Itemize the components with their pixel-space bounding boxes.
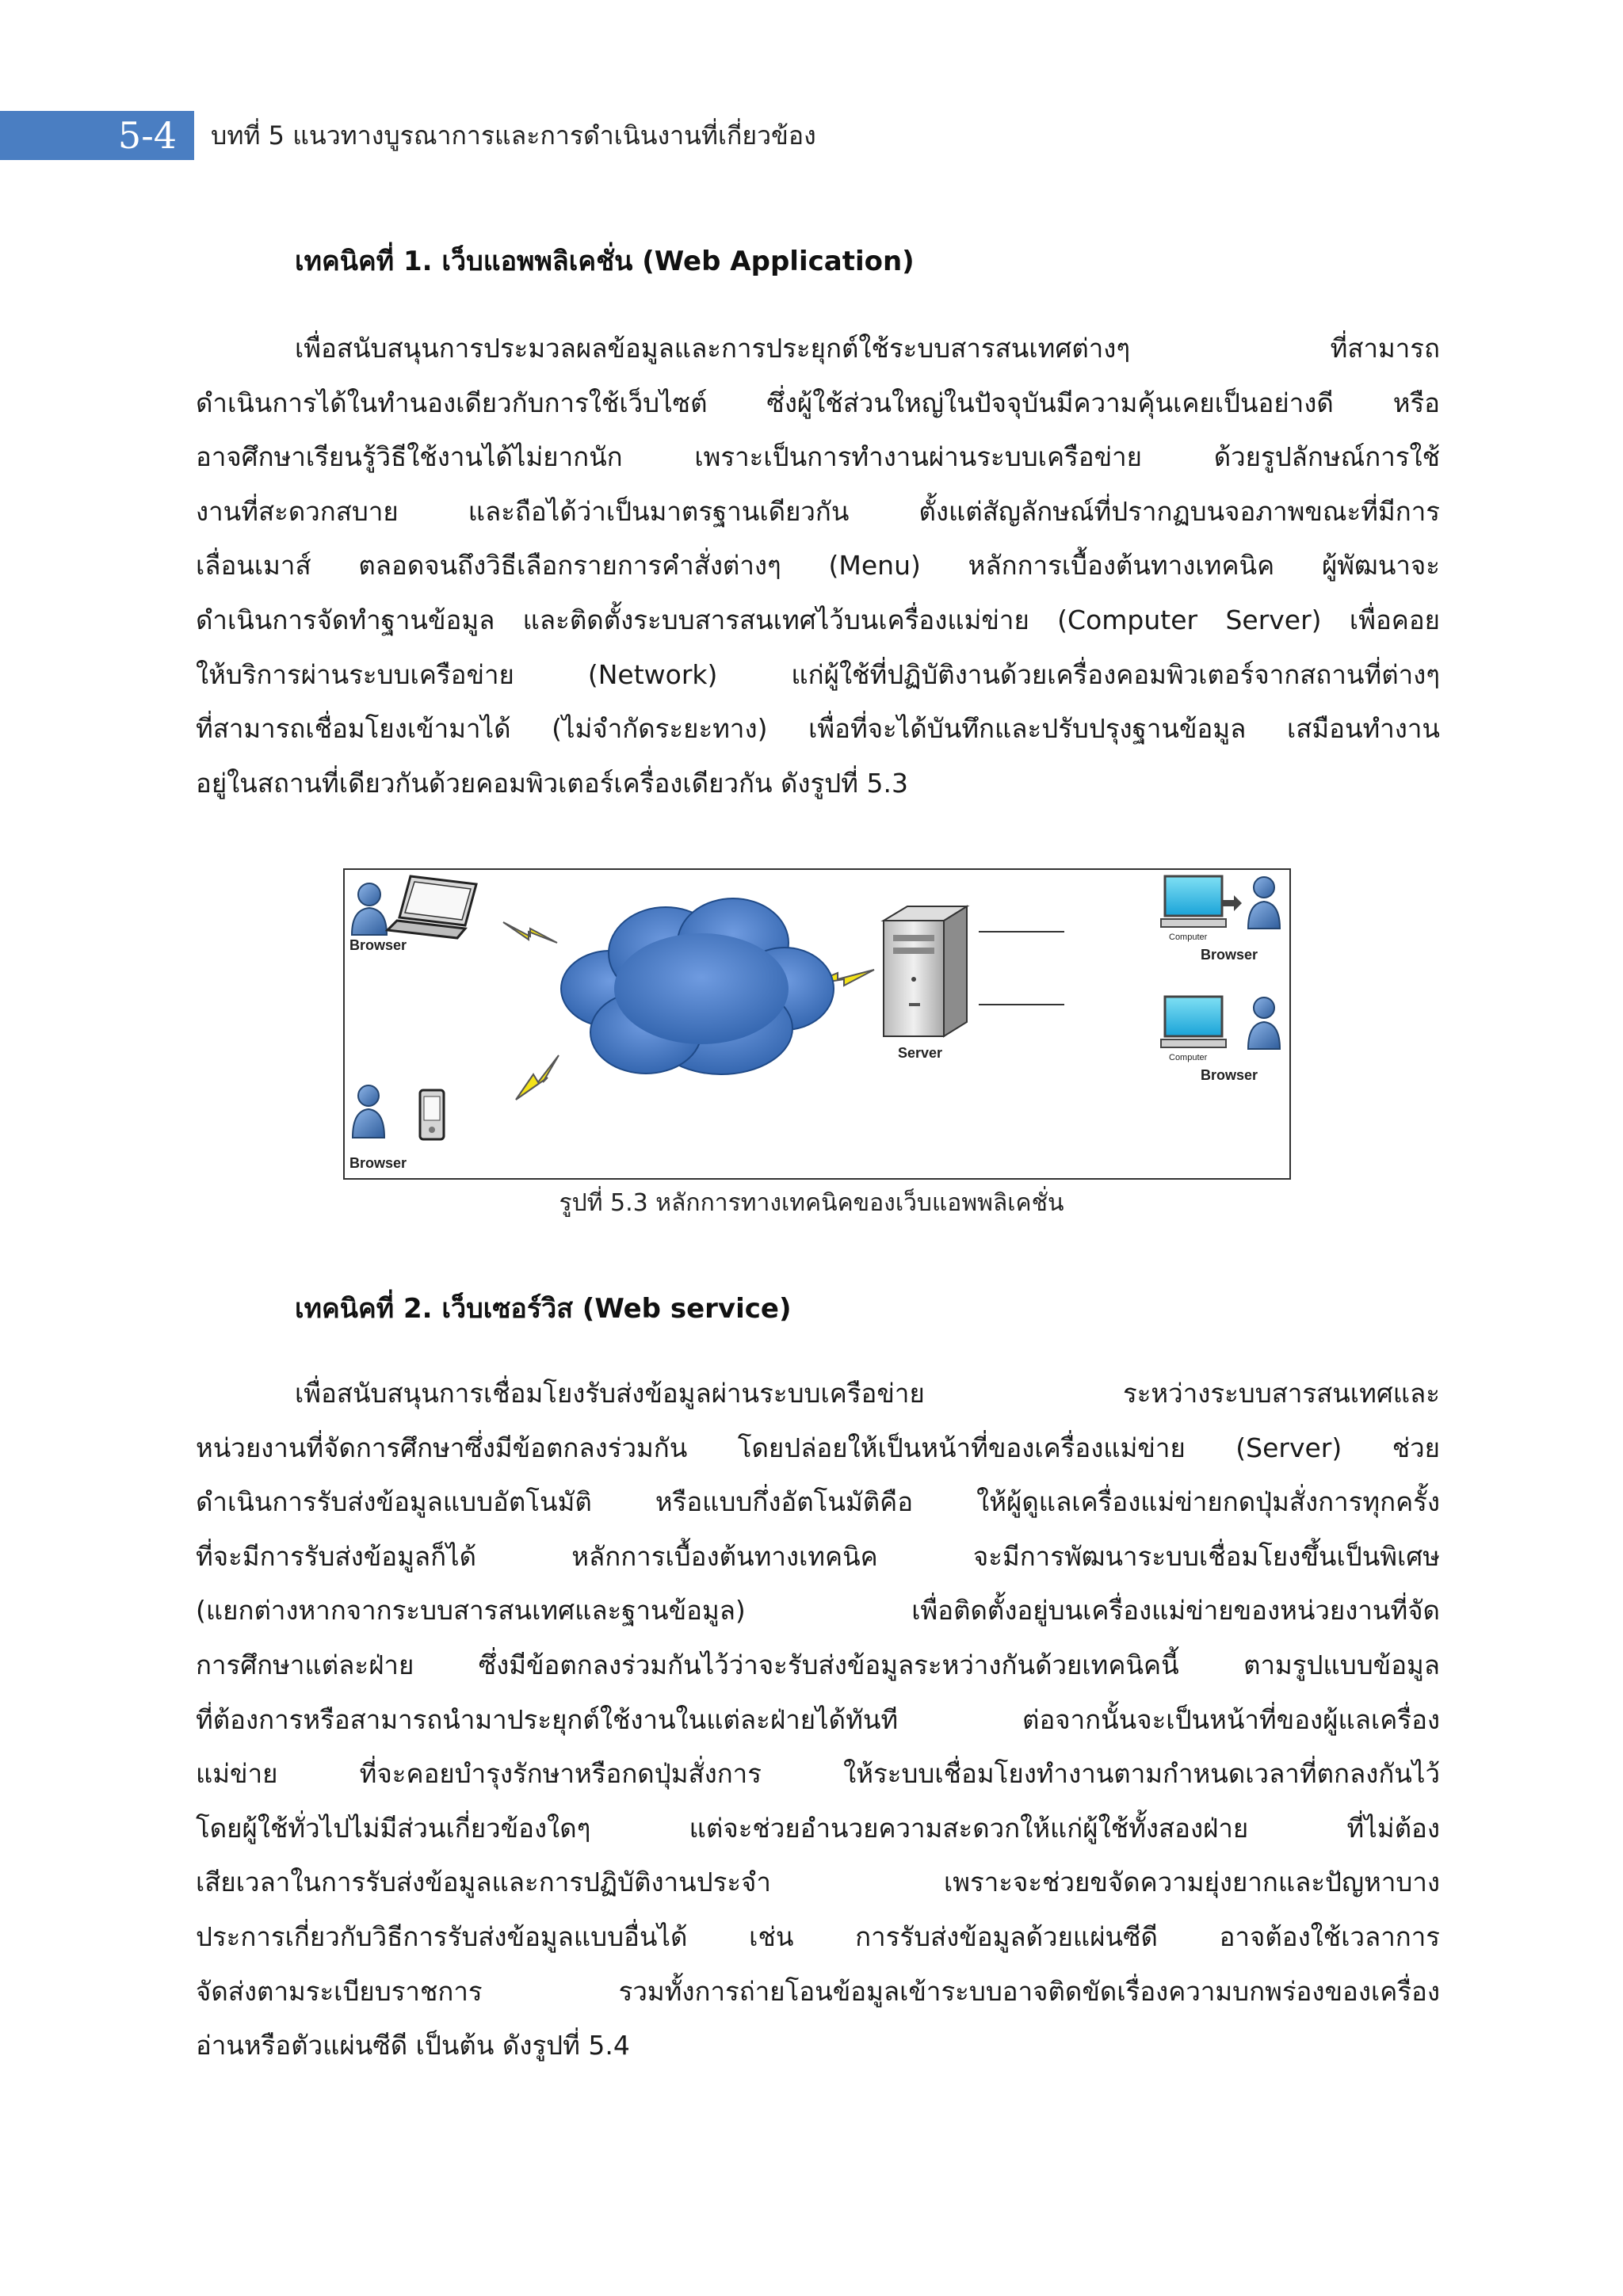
section-1-paragraph [196, 322, 1440, 810]
paragraph-line: จัดส่งตามระเบียบราชการ รวมทั้งการถ่ายโอนข้อมูลเข้าระบบอาจติดขัดเรื่องความบกพร่องของเครื่อง [196, 1975, 1440, 2007]
paragraph-line: หน่วยงานที่จัดการศึกษาซึ่งมีข้อตกลงร่วมกัน โดยปล่อยให้เป็นหน้าที่ของเครื่องแม่ข่าย (Server) ช่วย [196, 1432, 1440, 1463]
paragraph-line: การศึกษาแต่ละฝ่าย ซึ่งมีข้อตกลงร่วมกันไว้ว่าจะรับส่งข้อมูลระหว่างกันด้วยเทคนิคนี้ ตามรูปแบบข้อมูล [196, 1649, 1440, 1680]
web-application-diagram [343, 868, 1291, 1180]
paragraph-line: แม่ข่าย ที่จะคอยบำรุงรักษาหรือกดปุ่มสั่งการ ให้ระบบเชื่อมโยงทำงานตามกำหนดเวลาที่ตกลงกันไว้ [196, 1758, 1440, 1790]
page-number: 5-4 [0, 111, 194, 160]
paragraph-line: อยู่ในสถานที่เดียวกันด้วยคอมพิวเตอร์เครื่องเดียวกัน ดังรูปที่ 5.3 [196, 767, 908, 799]
person-icon [1248, 997, 1280, 1049]
laptop-icon [388, 876, 476, 938]
paragraph-line: ประการเกี่ยวกับวิธีการรับส่งข้อมูลแบบอื่นได้ เช่น การรับส่งข้อมูลด้วยแผ่นซีดี อาจต้องใช้เวลาการ [196, 1920, 1440, 1952]
computer-label: Computer [1169, 1053, 1208, 1062]
paragraph-line: ให้บริการผ่านระบบเครือข่าย (Network) แก่ผู้ใช้ที่ปฏิบัติงานด้วยเครื่องคอมพิวเตอร์จากสถานที่ต่างๆ [196, 658, 1440, 690]
computer-label: Computer [1169, 933, 1208, 942]
paragraph-line: อ่านหรือตัวแผ่นซีดี เป็นต้น ดังรูปที่ 5.4 [196, 2030, 630, 2061]
section-1-heading: เทคนิคที่ 1. เว็บแอพพลิเคชั่น (Web Application) [295, 246, 915, 277]
browser-label: Browser [1201, 1067, 1258, 1083]
paragraph-line: ที่ต้องการหรือสามารถนำมาประยุกต์ใช้งานในแต่ละฝ่ายได้ทันที ต่อจากนั้นจะเป็นหน้าที่ของผู้แลเครื่อง [196, 1703, 1440, 1735]
paragraph-line: ดำเนินการจัดทำฐานข้อมูล และติดตั้งระบบสารสนเทศไว้บนเครื่องแม่ข่าย (Computer Server) เพื่อคอย [196, 604, 1440, 635]
paragraph-line: เพื่อสนับสนุนการเชื่อมโยงรับส่งข้อมูลผ่านระบบเครือข่าย ระหว่างระบบสารสนเทศและ [295, 1378, 1440, 1409]
paragraph-line: งานที่สะดวกสบาย และถือได้ว่าเป็นมาตรฐานเดียวกัน ตั้งแต่สัญลักษณ์ที่ปรากฏบนจอภาพขณะที่มีการ [196, 495, 1440, 527]
paragraph-line: ที่สามารถเชื่อมโยงเข้ามาได้ (ไม่จำกัดระยะทาง) เพื่อที่จะได้บันทึกและปรับปรุงฐานข้อมูล เสมือนทำงาน [196, 713, 1440, 745]
computer-icon [1161, 997, 1226, 1047]
person-icon [353, 1085, 384, 1138]
chapter-title: บทที่ 5 แนวทางบูรณาการและการดำเนินงานที่เกี่ยวข้อง [211, 120, 816, 151]
figure-caption: รูปที่ 5.3 หลักการทางเทคนิคของเว็บแอพพลิเคชั่น [559, 1189, 1064, 1217]
section-2-paragraph [196, 1367, 1440, 2073]
paragraph-line: (แยกต่างหากจากระบบสารสนเทศและฐานข้อมูล) เพื่อติดตั้งอยู่บนเครื่องแม่ข่ายของหน่วยงานที่จัด [196, 1595, 1440, 1627]
internet-cloud [561, 898, 834, 1074]
paragraph-line: ที่จะมีการรับส่งข้อมูลก็ได้ หลักการเบื้องต้นทางเทคนิค จะมีการพัฒนาระบบเชื่อมโยงขึ้นเป็นพิเศษ [196, 1540, 1440, 1572]
paragraph-line: เพื่อสนับสนุนการประมวลผลข้อมูลและการประยุกต์ใช้ระบบสารสนเทศต่างๆ ที่สามารถ [295, 333, 1440, 364]
paragraph-line: เลื่อนเมาส์ ตลอดจนถึงวิธีเลือกรายการคำสั่งต่างๆ (Menu) หลักการเบื้องต้นทางเทคนิค ผู้พัฒนาจะ [196, 550, 1440, 582]
server-label: Server [898, 1045, 943, 1061]
lightning-bolt-icon [516, 1055, 559, 1100]
server-icon [884, 906, 967, 1036]
mobile-phone-icon [420, 1090, 444, 1139]
section-2-heading: เทคนิคที่ 2. เว็บเซอร์วิส (Web service) [295, 1293, 792, 1325]
browser-label: Browser [1201, 947, 1258, 963]
lightning-bolt-icon [503, 922, 557, 943]
paragraph-line: ดำเนินการรับส่งข้อมูลแบบอัตโนมัติ หรือแบบกึ่งอัตโนมัติคือ ให้ผู้ดูแลเครื่องแม่ข่ายกดปุ่มสั่งการทุกครั้ง [196, 1486, 1440, 1518]
browser-label: Browser [349, 937, 407, 953]
page-header [0, 111, 1623, 160]
paragraph-line: ดำเนินการได้ในทำนองเดียวกับการใช้เว็บไซต์ ซึ่งผู้ใช้ส่วนใหญ่ในปัจจุบันมีความคุ้นเคยเป็นอย่างดี หรือ [196, 387, 1440, 418]
paragraph-line: โดยผู้ใช้ทั่วไปไม่มีส่วนเกี่ยวข้องใดๆ แต่จะช่วยอำนวยความสะดวกให้แก่ผู้ใช้ทั้งสองฝ่าย ที่ไม่ต้อง [196, 1812, 1440, 1844]
computer-icon [1161, 876, 1242, 927]
person-icon [1248, 877, 1280, 929]
person-icon [352, 883, 387, 935]
browser-label: Browser [349, 1155, 407, 1171]
paragraph-line: เสียเวลาในการรับส่งข้อมูลและการปฏิบัติงานประจำ เพราะจะช่วยขจัดความยุ่งยากและปัญหาบาง [196, 1867, 1440, 1898]
paragraph-line: อาจศึกษาเรียนรู้วิธีใช้งานได้ไม่ยากนัก เพราะเป็นการทำงานผ่านระบบเครือข่าย ด้วยรูปลักษณ์การใช้ [196, 441, 1440, 473]
